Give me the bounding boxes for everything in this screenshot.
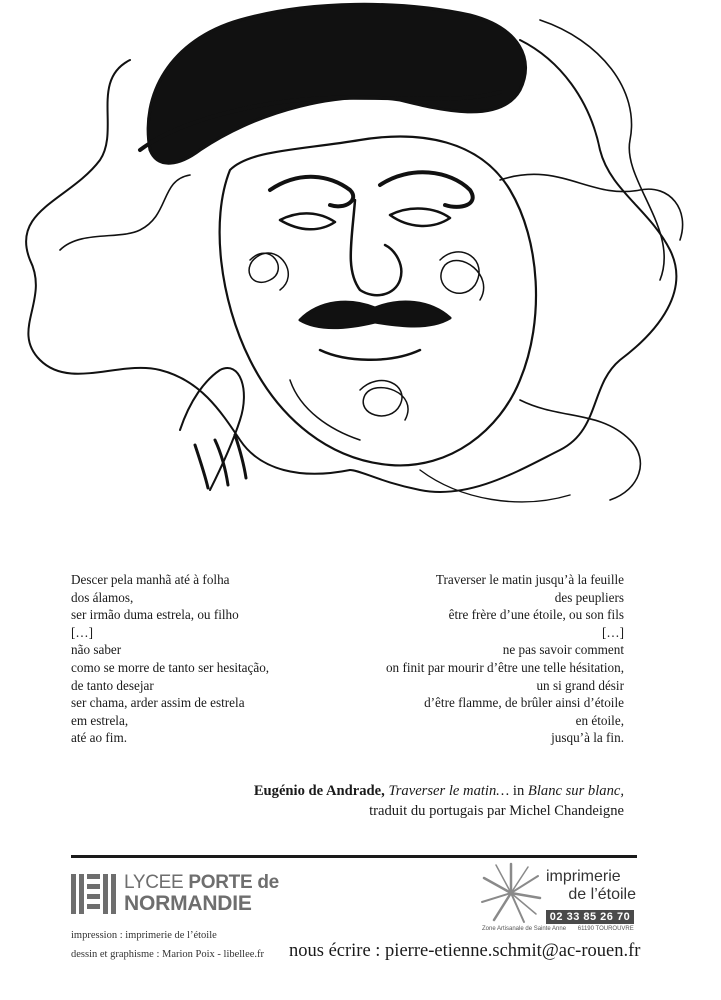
poem-line: […] [71,624,93,640]
poem-credit [254,781,624,821]
lycee-word: LYCEE [124,872,184,893]
star-logo-icon [480,862,542,924]
contact-email[interactable]: nous écrire : pierre-etienne.schmit@ac-rouen.fr [289,941,641,961]
translation-credit: traduit du portugais par Michel Chandeigne [369,803,624,819]
imprimerie-address [482,926,634,932]
address-right: 61190 TOUROUVRE [577,926,634,932]
poem-line: em estrela, [71,712,129,728]
author-name: Eugénio de Andrade, [253,783,385,799]
impression-credit: impression : imprimerie de l’étoile [71,930,217,941]
poem-line: como se morre de tanto ser hesitação, [71,659,270,675]
poem-line: en étoile, [575,712,624,728]
poem-french-translation [386,571,624,747]
imprimerie-word: imprimerie [546,868,621,885]
poem-line: un si grand désir [536,677,624,693]
poem-line: d’être flamme, de brûler ainsi d’étoile [424,695,624,711]
poem-line: Traverser le matin jusqu’à la feuille [435,572,624,587]
de-letoile-word: de l’étoile [568,886,636,903]
poem-line: être frère d’une étoile, ou son fils [448,607,624,623]
book-title: Blanc sur blanc, [527,783,624,799]
poem-line: on finit par mourir d’être une telle hésitation, [385,659,624,675]
poem-line: não saber [71,642,122,658]
imprimerie-logo-text [546,868,646,904]
poem-line: de tanto desejar [71,677,154,693]
in-word: in [512,783,525,799]
poem-line: ne pas savoir comment [502,642,624,658]
poem-line: até ao fim. [71,730,128,746]
poem-line: dos álamos, [71,589,134,605]
normandie-word: NORMANDIE [124,892,252,915]
poem-original-portuguese [71,571,269,747]
address-left: Zone Artisanale de Sainte Anne [482,926,567,932]
porte-word: PORTE [188,872,253,893]
de-word: de [257,872,279,893]
imprimerie-phone: 02 33 85 26 70 [546,910,634,924]
poem-line: ser chama, arder assim de estrela [71,695,245,711]
poem-line: jusqu’à la fin. [551,730,624,746]
poem-line: Descer pela manhã até à folha [71,572,230,587]
work-title: Traverser le matin… [388,783,510,799]
poem-line: ser irmão duma estrela, ou filho [71,607,239,623]
poem-line: des peupliers [554,589,624,605]
design-credit: dessin et graphisme : Marion Poix - libellee.fr [71,949,265,960]
footer-divider [71,855,637,858]
poem-line: […] [602,624,624,640]
lycee-logo-text [124,872,279,915]
